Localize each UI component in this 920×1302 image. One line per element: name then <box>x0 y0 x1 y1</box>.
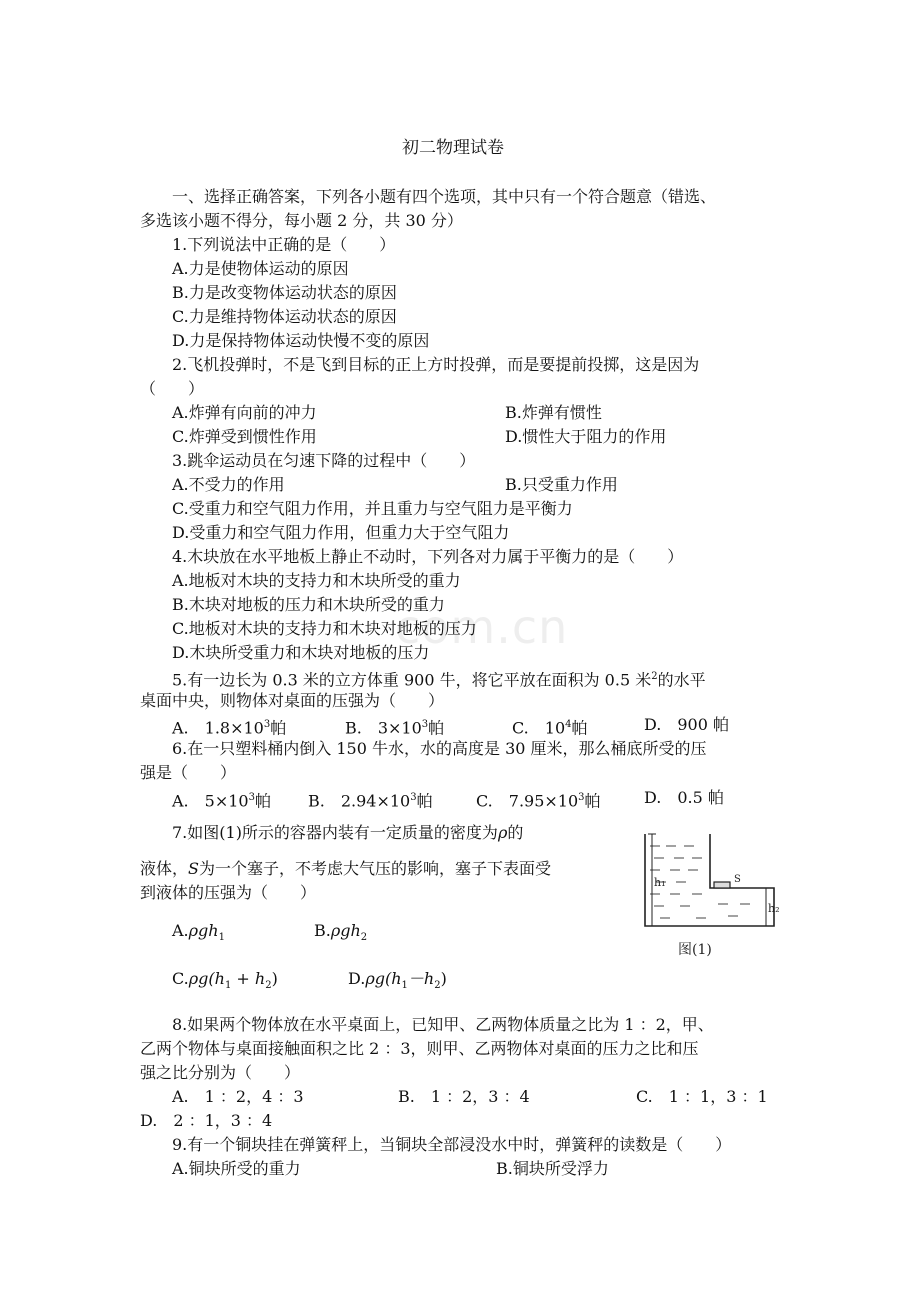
q4-option-a: A.地板对木块的支持力和木块所受的重力 <box>172 571 461 590</box>
q7-stem-line3: 到液体的压强为（ ） <box>140 883 317 902</box>
q8-option-b: B. 1 ：2，3 ：4 <box>398 1087 530 1106</box>
section-heading-line2: 多选该小题不得分，每小题 2 分，共 30 分） <box>140 211 463 230</box>
container-diagram <box>640 828 790 960</box>
section-heading-line1: 一、选择正确答案，下列各小题有四个选项，其中只有一个符合题意（错选、 <box>172 187 717 206</box>
q8-stem-line2: 乙两个物体与桌面接触面积之比 2 ：3，则甲、乙两物体对桌面的压力之比和压 <box>140 1039 699 1058</box>
q2-stem-cont: （ ） <box>140 379 205 398</box>
q8-option-d: D. 2 ：1，3 ：4 <box>140 1111 273 1130</box>
q8-option-c: C. 1 ：1，3 ：1 <box>636 1087 768 1106</box>
q3-option-a: A.不受力的作用 <box>172 475 285 494</box>
q5-option-b: B. $3\times 10^3$帕 <box>345 718 445 738</box>
watermark: com.cn <box>395 600 569 654</box>
q8-stem: 8.如果两个物体放在水平桌面上，已知甲、乙两物体质量之比为 1 ：2，甲、 <box>172 1015 714 1034</box>
q2-option-d: D.惯性大于阻力的作用 <box>505 427 667 446</box>
figure-label-h2: h₂ <box>768 902 780 915</box>
q2-option-a: A.炸弹有向前的冲力 <box>172 403 317 422</box>
q7-option-b: B.ρgh$_2$ <box>314 921 368 944</box>
q5-stem: 5.有一边长为 0.3 米的立方体重 900 牛，将它平放在面积为 0.5 米$^2$的水平 <box>172 670 706 690</box>
q6-stem: 6.在一只塑料桶内倒入 150 牛水，水的高度是 30 厘米，那么桶底所受的压 <box>172 739 707 758</box>
q1-option-a: A.力是使物体运动的原因 <box>172 259 349 278</box>
q5-option-d: D. 900 帕 <box>644 715 729 734</box>
q3-option-b: B.只受重力作用 <box>505 475 618 494</box>
q3-stem: 3.跳伞运动员在匀速下降的过程中（ ） <box>172 451 476 470</box>
figure-caption: 图(1) <box>678 942 712 958</box>
q1-option-b: B.力是改变物体运动状态的原因 <box>172 283 397 302</box>
q1-option-d: D.力是保持物体运动快慢不变的原因 <box>172 331 430 350</box>
q8-option-a: A. 1 ：2，4 ：3 <box>172 1087 304 1106</box>
q6-option-a: A. $5\times 10^3$帕 <box>172 791 271 811</box>
q7-stem-line2: 液体，S为一个塞子，不考虑大气压的影响，塞子下表面受 <box>140 859 551 878</box>
q4-stem: 4.木块放在水平地板上静止不动时，下列各对力属于平衡力的是（ ） <box>172 547 684 566</box>
figure-label-h1: h₁ <box>654 876 666 889</box>
q6-stem-cont: 强是（ ） <box>140 763 237 782</box>
q3-option-c: C.受重力和空气阻力作用，并且重力与空气阻力是平衡力 <box>172 499 573 518</box>
q2-option-c: C.炸弹受到惯性作用 <box>172 427 317 446</box>
q3-option-d: D.受重力和空气阻力作用，但重力大于空气阻力 <box>172 523 510 542</box>
q5-option-a: A. $1.8\times 10^3$帕 <box>172 718 287 738</box>
q4-option-d: D.木块所受重力和木块对地板的压力 <box>172 643 430 662</box>
q5-stem-exponent: 2 <box>651 671 658 682</box>
q6-option-c: C. $7.95\times 10^3$帕 <box>476 791 601 811</box>
q1-option-c: C.力是维持物体运动状态的原因 <box>172 307 397 326</box>
q7-rho: ρ <box>497 823 508 842</box>
q7-option-d: $D.\rho g(h_1-h_2)$ <box>348 969 447 992</box>
q8-stem-line3: 强之比分别为（ ） <box>140 1063 301 1082</box>
q4-option-b: B.木块对地板的压力和木块所受的重力 <box>172 595 445 614</box>
q6-option-b: B. $2.94\times 10^3$帕 <box>308 791 433 811</box>
q6-option-d: D. 0.5 帕 <box>644 788 724 807</box>
q1-stem: 1.下列说法中正确的是（ ） <box>172 235 396 254</box>
q2-option-b: B.炸弹有惯性 <box>505 403 602 422</box>
page-title: 初二物理试卷 <box>402 138 504 158</box>
q4-option-c: C.地板对木块的支持力和木块对地板的压力 <box>172 619 477 638</box>
q9-option-a: A.铜块所受的重力 <box>172 1159 301 1178</box>
plug-s <box>714 882 730 888</box>
q7-option-a: A.ρgh$_1$ <box>172 921 225 944</box>
q9-option-b: B.铜块所受浮力 <box>496 1159 609 1178</box>
q9-stem: 9.有一个铜块挂在弹簧秤上，当铜块全部浸没水中时，弹簧秤的读数是（ ） <box>172 1135 732 1154</box>
q7-option-c: $C.\rho g(h_1 + h_2)$ <box>172 969 278 992</box>
q2-stem: 2.飞机投弹时，不是飞到目标的正上方时投弹，而是要提前投掷，这是因为 <box>172 355 700 374</box>
q5-stem-cont: 桌面中央，则物体对桌面的压强为（ ） <box>140 691 445 710</box>
q7-stem: 7.如图(1)所示的容器内装有一定质量的密度为ρ的 <box>172 823 524 842</box>
figure-label-s: S <box>734 874 741 885</box>
q5-option-c: C. $10^4$帕 <box>512 718 588 738</box>
